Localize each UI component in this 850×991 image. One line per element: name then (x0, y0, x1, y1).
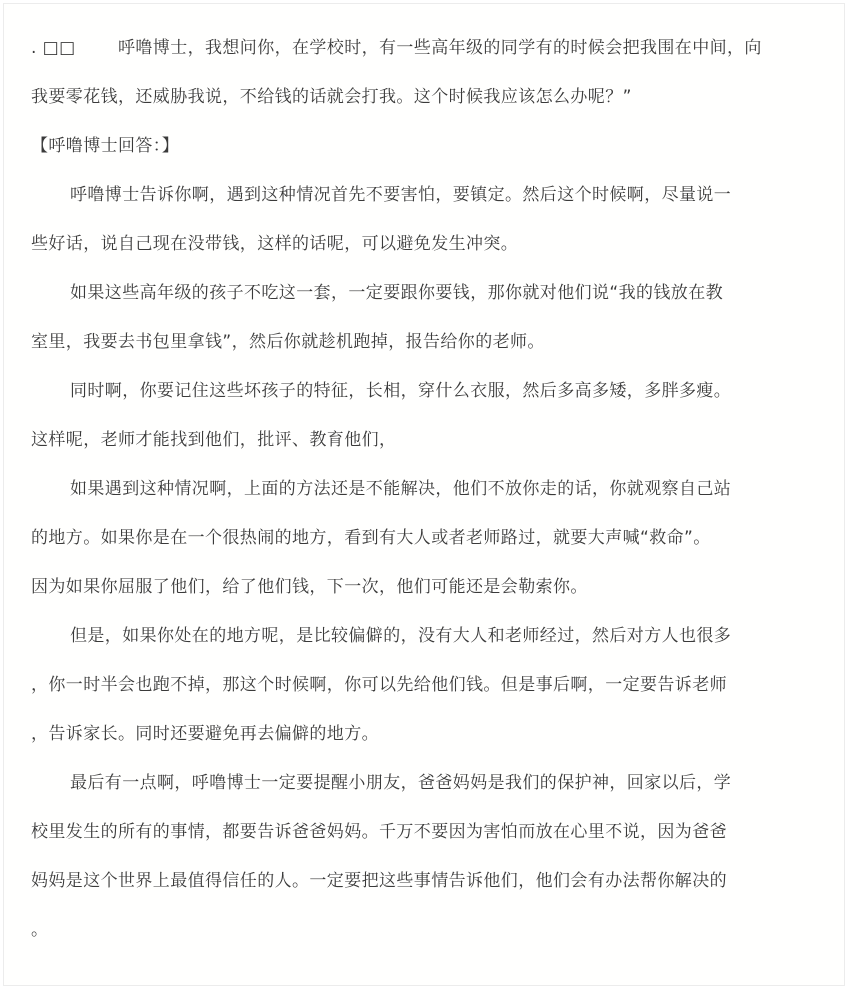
paragraph-2-line-1: 如果这些高年级的孩子不吃这一套，一定要跟你要钱，那你就对他们说“我的钱放在教 (70, 283, 724, 303)
paragraph-4-line-1: 如果遇到这种情况啊，上面的方法还是不能解决，他们不放你走的话，你就观察自己站 (70, 479, 732, 499)
paragraph-5-line-2: ，你一时半会也跑不掉，那这个时候啊，你可以先给他们钱。但是事后啊，一定要告诉老师 (31, 675, 727, 695)
paragraph-5-line-1: 但是，如果你处在的地方呢，是比较偏僻的，没有大人和老师经过，然后对方人也很多 (70, 626, 732, 646)
paragraph-1-line-1: 呼噜博士告诉你啊，遇到这种情况首先不要害怕，要镇定。然后这个时候啊，尽量说一 (70, 185, 732, 205)
question-text-1: 呼噜博士，我想问你，在学校时，有一些高年级的同学有的时候会把我围在中间，向 (118, 38, 762, 58)
paragraph-2-line-2: 室里，我要去书包里拿钱”，然后你就趁机跑掉，报告给你的老师。 (31, 332, 545, 352)
paragraph-6-line-1: 最后有一点啊，呼噜博士一定要提醒小朋友，爸爸妈妈是我们的保护神，回家以后，学 (70, 773, 732, 793)
answer-heading: 【呼噜博士回答：】 (31, 136, 180, 156)
question-line-1 (31, 24, 831, 73)
paragraph-4-line-3: 因为如果你屈服了他们，给了他们钱，下一次，他们可能还是会勒索你。 (31, 577, 588, 597)
paragraph-6-line-4: 。 (31, 920, 49, 940)
paragraph-1-line-2: 些好话，说自己现在没带钱，这样的话呢，可以避免发生冲突。 (31, 234, 519, 254)
paragraph-4-line-2: 的地方。如果你是在一个很热闹的地方，看到有大人或者老师路过，就要大声喊“救命”。 (31, 528, 711, 548)
paragraph-3-line-1: 同时啊，你要记住这些坏孩子的特征，长相，穿什么衣服，然后多高多矮，多胖多瘦。 (70, 381, 732, 401)
article-body (31, 24, 831, 955)
paragraph-5-line-3: ，告诉家长。同时还要避免再去偏僻的地方。 (31, 724, 379, 744)
document-page (3, 3, 845, 986)
paragraph-6-line-2: 校里发生的所有的事情，都要告诉爸爸妈妈。千万不要因为害怕而放在心里不说，因为爸爸 (31, 822, 727, 842)
paragraph-6-line-3: 妈妈是这个世界上最值得信任的人。一定要把这些事情告诉他们，他们会有办法帮你解决的 (31, 871, 727, 891)
question-prefix: . □□ (31, 38, 76, 58)
paragraph-3-line-2: 这样呢，老师才能找到他们，批评、教育他们， (31, 430, 397, 450)
question-line-2: 我要零花钱，还威胁我说，不给钱的话就会打我。这个时候我应该怎么办呢？” (31, 87, 632, 107)
